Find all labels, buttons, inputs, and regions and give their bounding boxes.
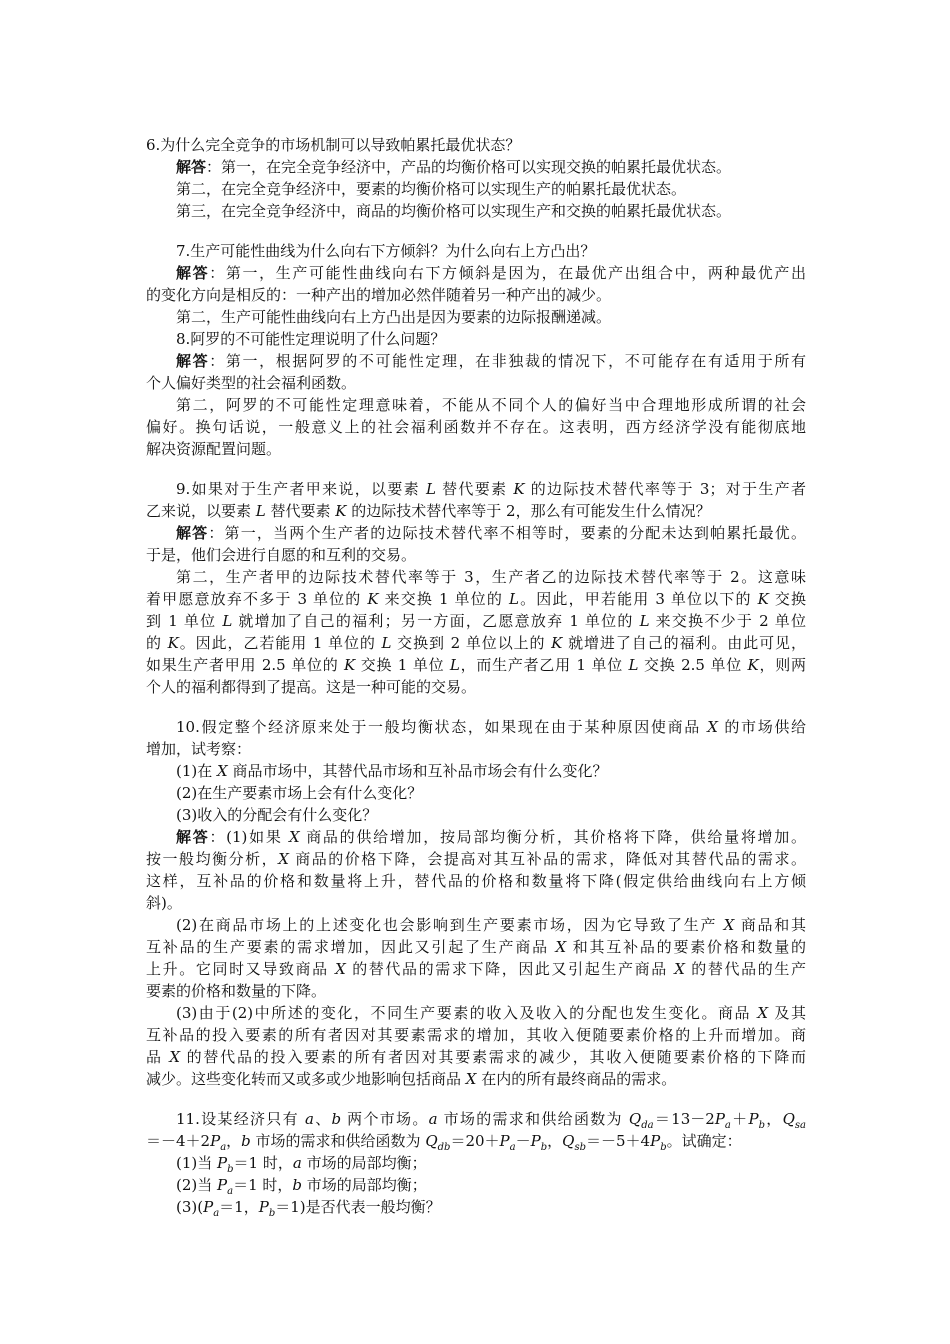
sub-question: (1)在 X 商品市场中，其替代品市场和互补品市场会有什么变化？ — [176, 762, 608, 780]
answer-line: 上升。它同时又导致商品 X 的替代品的需求下降，因此又引起生产商品 X 的替代品的生产 — [146, 960, 806, 978]
answer-line: 互补品的生产要素的需求增加，因此又引起了生产商品 X 和其互补品的要素价格和数量的 — [146, 938, 806, 956]
answer-line: 第三，在完全竞争经济中，商品的均衡价格可以实现生产和交换的帕累托最优状态。 — [176, 202, 732, 220]
answer-line: 个人的福利都得到了提高。这是一种可能的交易。 — [146, 678, 477, 696]
answer-line: 第二，阿罗的不可能性定理意味着，不能从不同个人的偏好当中合理地形成所谓的社会 — [176, 396, 806, 414]
answer-text: ：第一，根据阿罗的不可能性定理，在非独裁的情况下，不可能存在有适用于所有 — [209, 352, 806, 370]
answer-text: ：第一，生产可能性曲线向右下方倾斜是因为，在最优产出组合中，两种最优产出 — [209, 264, 806, 282]
question-11-cont: $=-4+2P_a$，b 市场的需求和供给函数为 $Q_{db}=20+P_a-P_b$，$Q_{sb}=-5+4P_b$。试确定： — [146, 1132, 742, 1153]
answer-label: 解答 — [176, 828, 210, 846]
answer-line — [176, 522, 806, 544]
answer-line: 如果生产者甲用 2.5 单位的 K 交换 1 单位 L，而生产者乙用 1 单位 L 交换 2.5 单位 K，则两 — [146, 656, 806, 674]
answer-line: 斜)。 — [146, 894, 182, 912]
answer-label: 解答 — [176, 264, 210, 282]
answer-line: (3)由于(2)中所述的变化，不同生产要素的收入及收入的分配也发生变化。商品 X 及其 — [176, 1004, 806, 1022]
question-6: 6.为什么完全竞争的市场机制可以导致帕累托最优状态？ — [146, 136, 521, 154]
answer-line: 这样，互补品的价格和数量将上升，替代品的价格和数量将下降(假定供给曲线向右上方倾 — [146, 872, 806, 890]
question-7: 7.生产可能性曲线为什么向右下方倾斜？为什么向右上方凸出？ — [176, 242, 596, 260]
answer-line: 减少。这些变化转而又或多或少地影响包括商品 X 在内的所有最终商品的需求。 — [146, 1070, 677, 1088]
answer-line: 的 K。因此，乙若能用 1 单位的 L 交换到 2 单位以上的 K 就增进了自己的福利。由此可见， — [146, 634, 806, 652]
answer-line — [176, 350, 806, 372]
answer-label: 解答 — [176, 158, 207, 176]
answer-line: 的变化方向是相反的：一种产出的增加必然伴随着另一种产出的减少。 — [146, 286, 612, 304]
question-11: 11.设某经济只有 a、b 两个市场。a 市场的需求和供给函数为 $Q_{da}=13-2P_a+P_b$，$Q_{sa}$ — [176, 1110, 806, 1131]
answer-line: 互补品的投入要素的所有者因对其要素需求的增加，其收入便随要素价格的上升而增加。商 — [146, 1026, 806, 1044]
question-10-cont: 增加，试考察： — [146, 740, 252, 758]
answer-text: ：第一，在完全竞争经济中，产品的均衡价格可以实现交换的帕累托最优状态。 — [206, 158, 732, 176]
answer-line: 第二，在完全竞争经济中，要素的均衡价格可以实现生产的帕累托最优状态。 — [176, 180, 687, 198]
answer-line — [176, 156, 806, 178]
answer-line: 第二，生产者甲的边际技术替代率等于 3，生产者乙的边际技术替代率等于 2。这意味 — [176, 568, 806, 586]
answer-line: 到 1 单位 L 就增加了自己的福利；另一方面，乙愿意放弃 1 单位的 L 来交换不少于 2 单位 — [146, 612, 806, 630]
answer-line — [176, 262, 806, 284]
answer-line: (2)在商品市场上的上述变化也会影响到生产要素市场，因为它导致了生产 X 商品和其 — [176, 916, 806, 934]
answer-label: 解答 — [176, 352, 210, 370]
answer-line: 第二，生产可能性曲线向右上方凸出是因为要素的边际报酬递减。 — [176, 308, 612, 326]
question-8: 8.阿罗的不可能性定理说明了什么问题？ — [176, 330, 446, 348]
sub-question: (2)当 $P_a=1$ 时，b 市场的局部均衡； — [176, 1176, 427, 1197]
answer-line: 解决资源配置问题。 — [146, 440, 282, 458]
sub-question: (3)收入的分配会有什么变化？ — [176, 806, 378, 824]
answer-line: 按一般均衡分析，X 商品的价格下降，会提高对其互补品的需求，降低对其替代品的需求。 — [146, 850, 806, 868]
question-10: 10.假定整个经济原来处于一般均衡状态，如果现在由于某种原因使商品 X 的市场供给 — [176, 718, 806, 736]
answer-line: 偏好。换句话说，一般意义上的社会福利函数并不存在。这表明，西方经济学没有能彻底地 — [146, 418, 806, 436]
answer-line: 要素的价格和数量的下降。 — [146, 982, 327, 1000]
question-9: 9.如果对于生产者甲来说，以要素 L 替代要素 K 的边际技术替代率等于 3；对于生产者 — [176, 480, 806, 498]
answer-line: 着甲愿意放弃不多于 3 单位的 K 来交换 1 单位的 L。因此，甲若能用 3 单位以下的 K 交换 — [146, 590, 806, 608]
answer-line: 个人偏好类型的社会福利函数。 — [146, 374, 357, 392]
sub-question: $(3)(P_a=1$，$P_b=1$)是否代表一般均衡？ — [176, 1198, 441, 1219]
answer-line: 品 X 的替代品的投入要素的所有者因对其要素需求的减少，其收入便随要素价格的下降而 — [146, 1048, 806, 1066]
sub-question: (2)在生产要素市场上会有什么变化？ — [176, 784, 423, 802]
answer-line: 于是，他们会进行自愿的和互利的交易。 — [146, 546, 417, 564]
answer-label: 解答 — [176, 524, 209, 542]
sub-question: (1)当 $P_b=1$ 时，a 市场的局部均衡； — [176, 1154, 427, 1175]
answer-line: 解答：(1)如果 X 商品的供给增加，按局部均衡分析，其价格将下降，供给量将增加。 — [176, 828, 806, 846]
answer-text: ：第一，当两个生产者的边际技术替代率不相等时，要素的分配未达到帕累托最优。 — [208, 524, 806, 542]
question-9-cont: 乙来说，以要素 L 替代要素 K 的边际技术替代率等于 2，那么有可能发生什么情况？ — [146, 502, 711, 520]
